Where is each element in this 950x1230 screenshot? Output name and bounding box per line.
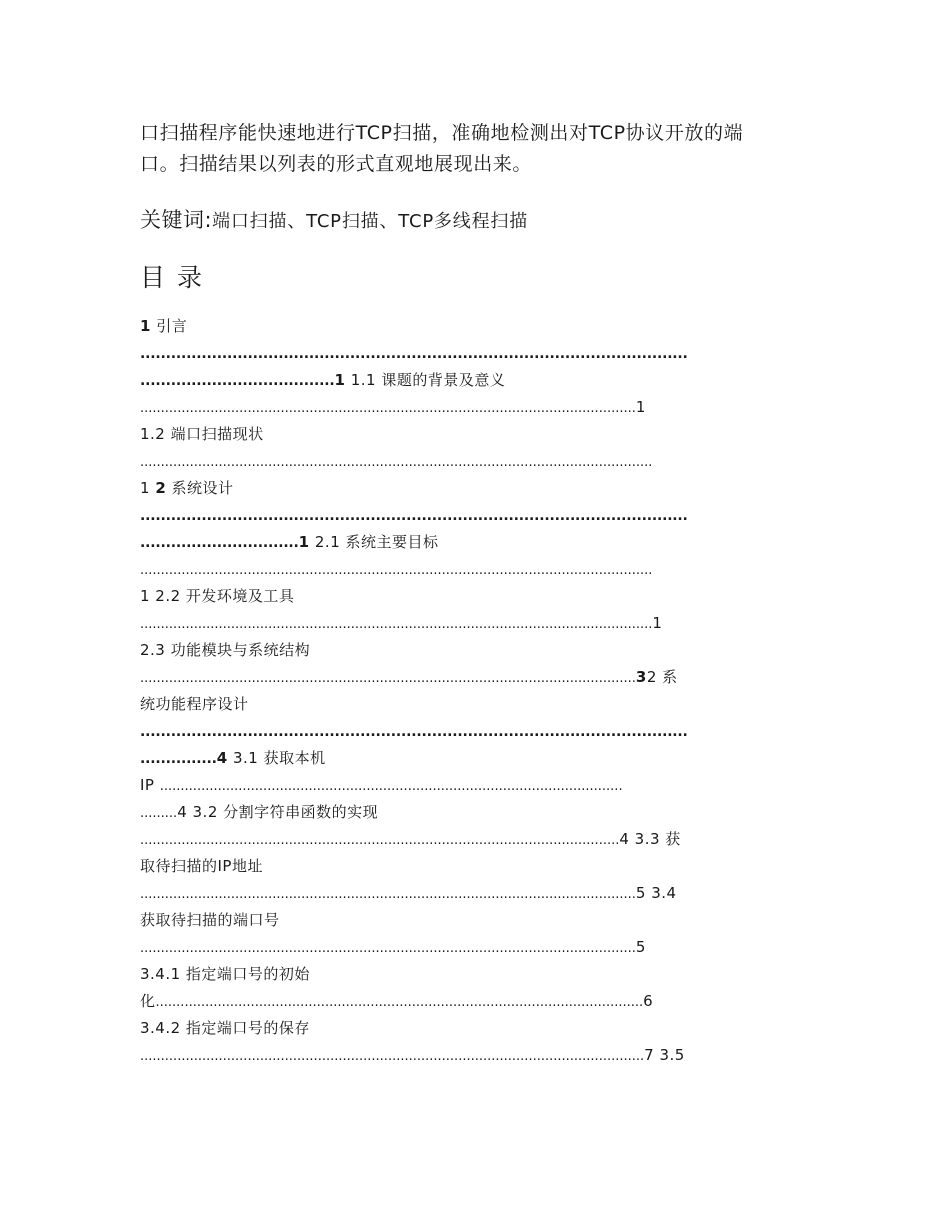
toc-text: 1.1 课题的背景及意义: [345, 371, 506, 389]
toc-leader-dots: ......................................: [140, 373, 335, 389]
toc-text: 1.2 端口扫描现状: [140, 425, 264, 443]
toc-line: [140, 854, 263, 878]
toc-number: 1: [298, 533, 310, 551]
toc-line: [140, 1016, 310, 1040]
toc-text: 2.3 功能模块与系统结构: [140, 641, 311, 659]
toc-line: [140, 395, 646, 419]
toc-text: 系: [662, 668, 678, 686]
toc-text: 取待扫描的IP地址: [140, 857, 263, 875]
toc-line: [140, 881, 677, 905]
keywords: [140, 204, 820, 234]
toc-text: 7 3.5: [644, 1046, 685, 1064]
toc-line: [140, 827, 681, 851]
toc-text: 5 3.4: [635, 884, 677, 902]
toc-line: [140, 314, 187, 338]
toc-text: 引言: [150, 317, 188, 335]
toc-line: [140, 989, 653, 1013]
toc-line: [140, 638, 310, 662]
abstract-line-2: 口。扫描结果以列表的形式直观地展现出来。: [140, 153, 533, 175]
toc-number: 3: [635, 668, 647, 686]
toc-leader-dots: ...........................................................................................................: [140, 508, 688, 524]
toc-text: 化: [140, 992, 156, 1010]
abstract-line-1: 口扫描程序能快速地进行TCP扫描，准确地检测出对TCP协议开放的端: [140, 122, 744, 144]
toc-leader-dots: .........: [140, 806, 178, 821]
toc-text: 4 3.3 获: [619, 830, 681, 848]
toc-line: [140, 935, 646, 959]
toc-text: 系统设计: [166, 479, 234, 497]
toc-text: 1: [635, 398, 646, 416]
toc-line: [140, 422, 264, 446]
toc-line: [140, 692, 249, 716]
toc-text: 3.4.1 指定端口号的初始: [140, 965, 310, 983]
toc-line: [140, 800, 378, 824]
toc-line: [140, 665, 678, 689]
toc-leader-dots: ........................................................................................................................: [140, 671, 636, 686]
toc-leader-dots: ....................................................................................................................: [140, 833, 620, 848]
toc-line: [140, 530, 439, 554]
toc-line: [140, 773, 623, 797]
toc-text: 6: [643, 992, 654, 1010]
toc-line: [140, 341, 688, 365]
toc-leader-dots: ............................................................................................................................: [140, 563, 653, 578]
toc-text: 1: [652, 614, 663, 632]
toc-line: [140, 746, 326, 770]
toc-number: 4: [216, 749, 228, 767]
toc-title: 目录: [140, 263, 215, 292]
toc-line: [140, 368, 505, 392]
toc-text: 2: [646, 668, 663, 686]
toc-number: 1: [140, 317, 151, 335]
toc-text: 4 3.2 分割字符串函数的实现: [177, 803, 379, 821]
toc-leader-dots: ...............................: [140, 535, 299, 551]
toc-leader-dots: ...............: [140, 751, 217, 767]
toc-line: [140, 476, 234, 500]
toc-line: [140, 1043, 685, 1067]
toc-text: 获取待扫描的端口号: [140, 911, 280, 929]
keywords-label: 关键词:: [140, 208, 213, 232]
toc-leader-dots: ............................................................................................................................: [140, 617, 653, 632]
toc-text: 3.4.2 指定端口号的保存: [140, 1019, 310, 1037]
toc-text: 统功能程序设计: [140, 695, 249, 713]
toc-text: 5: [635, 938, 646, 956]
abstract-text: [140, 118, 820, 180]
toc-line: [140, 611, 662, 635]
toc-text: IP: [140, 776, 160, 794]
toc-leader-dots: ............................................................................................................................: [140, 455, 653, 470]
toc-leader-dots: ........................................................................................................................: [140, 941, 636, 956]
toc-text: 3.1 获取本机: [227, 749, 326, 767]
toc-number: 1: [334, 371, 346, 389]
toc-leader-dots: ...........................................................................................................: [140, 346, 688, 362]
keywords-text: 端口扫描、TCP扫描、TCP多线程扫描: [212, 211, 529, 232]
toc-line: [140, 449, 652, 473]
toc-leader-dots: ........................................................................................................................: [140, 887, 636, 902]
toc-leader-dots: ......................................................................................................................: [155, 995, 644, 1010]
toc-text: 1: [140, 479, 156, 497]
toc-text: 2.1 系统主要目标: [309, 533, 439, 551]
toc-leader-dots: ................................................................................................................: [159, 779, 623, 794]
toc-line: [140, 584, 294, 608]
toc-number: 2: [155, 479, 167, 497]
toc-line: [140, 719, 688, 743]
toc-line: [140, 962, 310, 986]
toc-line: [140, 908, 280, 932]
toc-line: [140, 557, 652, 581]
toc-leader-dots: ........................................................................................................................: [140, 401, 636, 416]
toc-text: 1 2.2 开发环境及工具: [140, 587, 295, 605]
toc-leader-dots: ..........................................................................................................................: [140, 1049, 645, 1064]
toc-leader-dots: ...........................................................................................................: [140, 724, 688, 740]
toc-line: [140, 503, 688, 527]
